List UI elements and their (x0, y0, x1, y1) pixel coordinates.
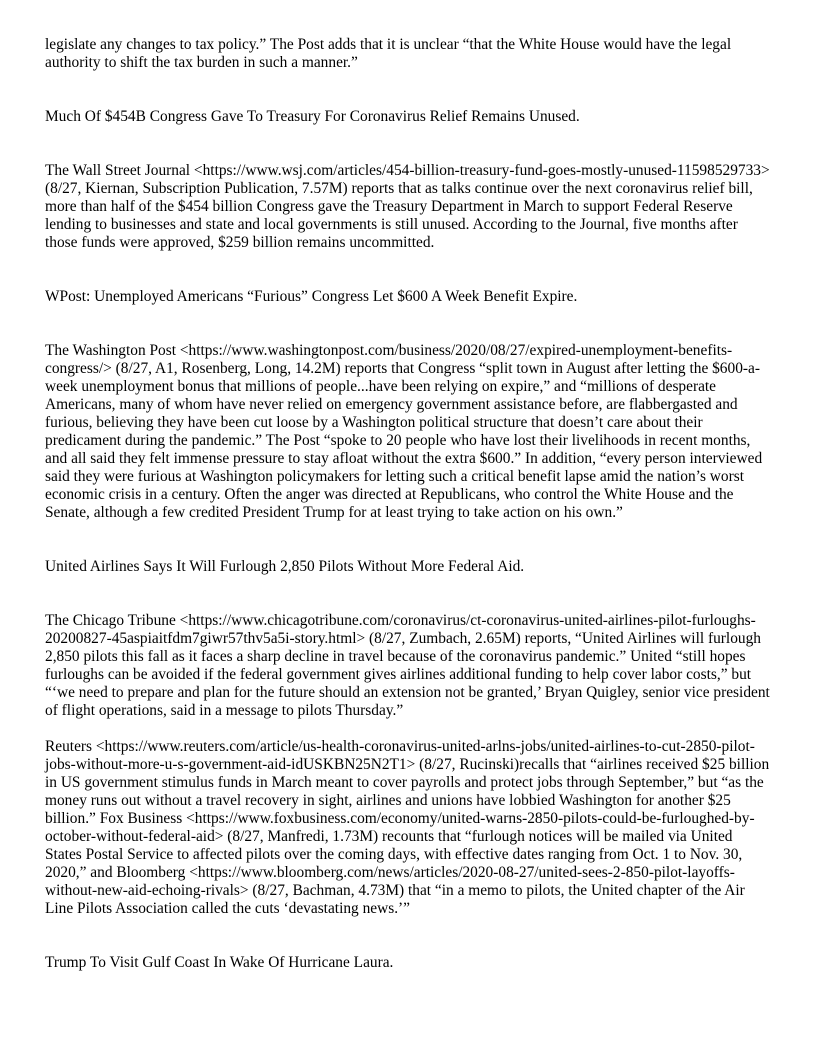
body-paragraph: The Chicago Tribune <https://www.chicagotribune.com/coronavirus/ct-coronavirus-united-airlines-pilot-furloughs-20200827-45aspiaitfdm7giwr57thv5a5i-story.html> (8/27, Zumbach, 2.65M) reports, “United Airlines will furlough 2,850 pilots this fall as it faces a sharp decline in travel because of the coronavirus pandemic.” United “still hopes furloughs can be avoided if the federal government gives airlines additional funding to help cover labor costs,” but “‘we need to prepare and plan for the future should an extension not be granted,’ Bryan Quigley, senior vice president of flight operations, said in a message to pilots Thursday.” (45, 612, 770, 719)
body-paragraph: The Wall Street Journal <https://www.wsj.com/articles/454-billion-treasury-fund-goes-mostly-unused-11598529733> (8/27, Kiernan, Subscription Publication, 7.57M) reports that as talks continue over the next coronavirus relief bill, more than half of the $454 billion Congress gave the Treasury Department in March to support Federal Reserve lending to businesses and state and local governments is still unused. According to the Journal, five months after those funds were approved, $259 billion remains uncommitted. (45, 162, 770, 251)
section-headline: Trump To Visit Gulf Coast In Wake Of Hurricane Laura. (45, 954, 394, 971)
section-headline: Much Of $454B Congress Gave To Treasury For Coronavirus Relief Remains Unused. (45, 108, 580, 125)
section-headline: WPost: Unemployed Americans “Furious” Congress Let $600 A Week Benefit Expire. (45, 288, 578, 305)
document-page (45, 36, 773, 972)
section-headline: United Airlines Says It Will Furlough 2,850 Pilots Without More Federal Aid. (45, 558, 525, 575)
body-paragraph: legislate any changes to tax policy.” The Post adds that it is unclear “that the White House would have the legal authority to shift the tax burden in such a manner.” (45, 36, 732, 71)
body-paragraph: The Washington Post <https://www.washingtonpost.com/business/2020/08/27/expired-unemployment-benefits-congress/> (8/27, A1, Rosenberg, Long, 14.2M) reports that Congress “split town in August after letting the $600-a-week unemployment bonus that millions of people...have been relying on expire,” and “millions of desperate Americans, many of whom have never relied on emergency government assistance before, are flabbergasted and furious, believing they have been cut loose by a Washington political structure that doesn’t care about their predicament during the pandemic.” The Post “spoke to 20 people who have lost their livelihoods in recent months, and all said they felt immense pressure to stay afloat without the extra $600.” In addition, “every person interviewed said they were furious at Washington policymakers for letting such a critical benefit lapse amid the nation’s worst economic crisis in a century. Often the anger was directed at Republicans, who control the White House and the Senate, although a few credited President Trump for at least trying to take action on his own.” (45, 342, 763, 521)
body-paragraph: Reuters <https://www.reuters.com/article/us-health-coronavirus-united-arlns-jobs/united-airlines-to-cut-2850-pilot-jobs-without-more-u-s-government-aid-idUSKBN25N2T1> (8/27, Rucinski)recalls that “airlines received $25 billion in US government stimulus funds in March meant to cover payrolls and protect jobs through September,” but “as the money runs out without a travel recovery in sight, airlines and unions have lobbied Washington for another $25 billion.” Fox Business <https://www.foxbusiness.com/economy/united-warns-2850-pilots-could-be-furloughed-by-october-without-federal-aid> (8/27, Manfredi, 1.73M) recounts that “furlough notices will be mailed via United States Postal Service to affected pilots over the coming days, with effective dates ranging from Oct. 1 to Nov. 30, 2020,” and Bloomberg <https://www.bloomberg.com/news/articles/2020-08-27/united-sees-2-850-pilot-layoffs-without-new-aid-echoing-rivals> (8/27, Bachman, 4.73M) that “in a memo to pilots, the United chapter of the Air Line Pilots Association called the cuts ‘devastating news.’” (45, 738, 770, 917)
